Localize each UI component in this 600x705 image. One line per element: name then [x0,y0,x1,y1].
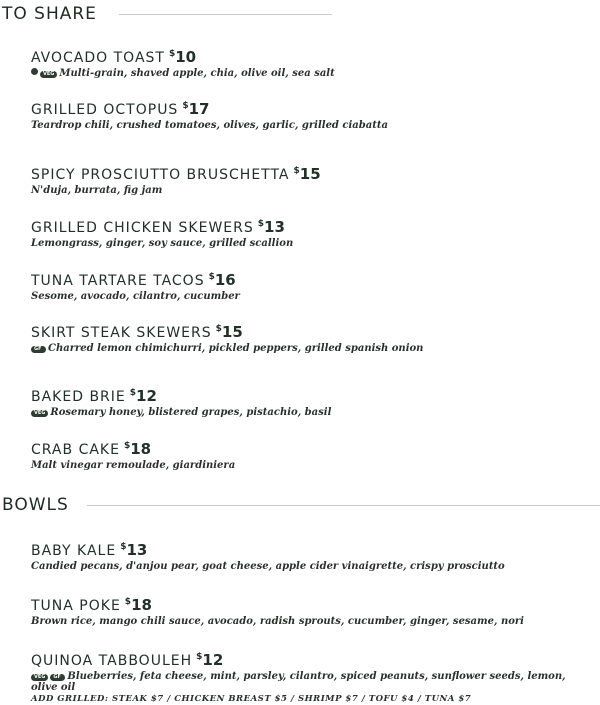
menu-item-title [31,437,592,459]
menu-item [31,320,592,354]
price-amount: 13 [126,541,148,559]
price-amount: 12 [136,387,157,405]
menu-item-description: Brown rice, mango chili sauce, avocado, radish sprouts, cucumber, ginger, sesame, nori [31,616,524,627]
price-amount: 10 [175,48,197,66]
menu-item-description: Charred lemon chimichurri, pickled peppers, grilled spanish onion [48,343,424,354]
menu-item [31,45,592,79]
menu-item-title [31,215,592,237]
menu-item-price [125,596,152,614]
price-amount: 17 [188,100,210,118]
menu-item-description: Rosemary honey, blistered grapes, pistachio, basil [50,407,332,418]
divider [87,505,600,506]
currency-symbol: $ [182,101,189,111]
currency-symbol: $ [208,272,215,282]
menu-item-price [169,48,196,66]
menu-item-name: BAKED BRIE [31,389,126,405]
menu-item-description: N'duja, burrata, fig jam [31,185,163,196]
menu-item-title [31,320,592,342]
price-amount: 18 [130,440,152,458]
section-header-to-share [0,4,600,24]
currency-symbol: $ [168,49,176,59]
menu-item-title [31,45,592,67]
menu-item-description-line [31,185,592,196]
price-amount: 18 [131,596,152,614]
price-amount: 12 [202,651,224,669]
menu-item-description: Candied pecans, d'anjou pear, goat cheese, apple cider vinaigrette, crispy prosciutto [31,561,505,572]
menu-item-description: Sesome, avocado, cilantro, cucumber [31,291,240,302]
menu-item-price [216,323,243,341]
menu-item [31,268,592,302]
dietary-badge: GF [31,346,46,353]
divider [119,14,332,15]
menu-item-description-line [31,68,592,79]
currency-symbol: $ [257,219,265,229]
menu-item-price [124,440,151,458]
menu-item-name: CRAB CAKE [31,442,120,458]
menu-item-description-line [31,407,592,418]
menu-item-price [294,165,321,183]
menu-item-description-line [31,238,592,249]
menu-item [31,648,592,705]
menu-item [31,162,592,196]
menu-item-title [31,593,592,615]
price-amount: 15 [299,165,321,183]
menu-item [31,538,592,572]
menu-item-description-line [31,291,592,302]
dietary-badge: VEG [31,674,48,681]
menu-item-price [120,541,147,559]
dietary-badge: VEG [40,71,57,78]
currency-symbol: $ [196,652,203,662]
menu-item-price [258,218,285,236]
price-amount: 13 [264,218,285,236]
currency-symbol: $ [293,166,300,176]
currency-symbol: $ [120,542,127,552]
currency-symbol: $ [129,388,137,398]
currency-symbol: $ [123,441,131,451]
menu-item-description: Teardrop chili, crushed tomatoes, olives, garlic, grilled ciabatta [31,120,388,131]
menu-item-description: Lemongrass, ginger, soy sauce, grilled scallion [31,238,294,249]
menu-item-description-line [31,343,592,354]
menu-item-name: BABY KALE [31,543,117,559]
menu-item-title [31,648,592,670]
menu-item [31,97,592,131]
menu-item-price [209,271,236,289]
menu-item-description-line [31,616,592,627]
currency-symbol: $ [215,324,222,334]
menu-item-name: SKIRT STEAK SKEWERS [31,325,212,341]
menu-item [31,215,592,249]
dietary-badge: GF [50,674,65,681]
menu-item-name: AVOCADO TOAST [31,50,165,66]
section-header-bowls [0,495,600,515]
menu-item-name: QUINOA TABBOULEH [31,653,193,669]
menu-item [31,593,592,627]
menu-item [31,384,592,418]
menu-item-description: Malt vinegar remoulade, giardiniera [31,460,236,471]
menu-item-title [31,162,592,184]
menu-item-description-line [31,561,592,572]
menu-item-price [196,651,223,669]
price-amount: 15 [221,323,243,341]
menu-item-description-line [31,671,592,693]
price-amount: 16 [214,271,236,289]
menu-item-name: GRILLED CHICKEN SKEWERS [31,220,254,236]
menu-item-description: Multi-grain, shaved apple, chia, olive oil, sea salt [59,68,335,79]
menu-item-description: Blueberries, feta cheese, mint, parsley, cilantro, spiced peanuts, sunflower seeds, lemon, olive oil [31,671,566,693]
add-protein-options: ADD GRILLED: STEAK $7 / CHICKEN BREAST $5 / SHRIMP $7 / TOFU $4 / TUNA $7 [31,694,472,704]
dietary-badge [31,68,38,75]
section-title: TO SHARE [2,4,97,24]
menu-item-name: GRILLED OCTOPUS [31,102,179,118]
dietary-badge: VEG [31,410,48,417]
menu-item-title [31,268,592,290]
menu-item-name: SPICY PROSCIUTTO BRUSCHETTA [31,167,290,183]
menu-item-description-line [31,120,592,131]
menu-item-title [31,384,592,406]
menu-item-price [182,100,209,118]
menu-item [31,437,592,471]
currency-symbol: $ [124,597,132,607]
menu-item-name: TUNA POKE [31,598,121,614]
menu-item-description-line [31,460,592,471]
menu-item-name: TUNA TARTARE TACOS [31,273,205,289]
section-title: BOWLS [2,495,69,515]
menu-item-price [130,387,157,405]
menu-item-title [31,97,592,119]
menu-item-title [31,538,592,560]
